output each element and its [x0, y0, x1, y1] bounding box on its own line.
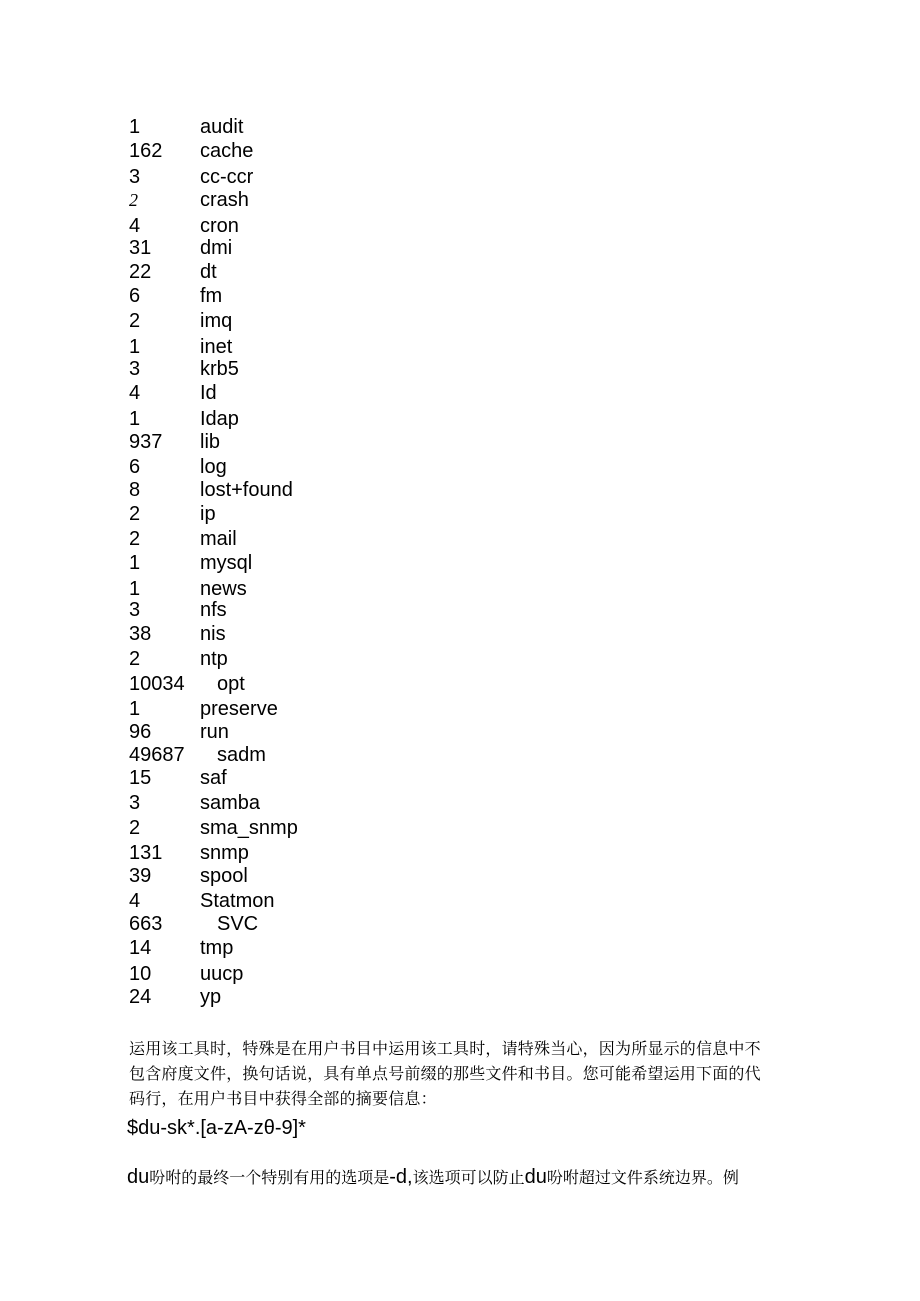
directory-name: Idap [200, 408, 239, 430]
directory-name: krb5 [200, 358, 239, 380]
size-value: 1 [129, 698, 141, 720]
directory-name: dt [200, 261, 217, 283]
size-value: 14 [129, 937, 152, 959]
directory-name: run [200, 721, 229, 743]
paragraph-line: 码行，在用户书目中获得全部的摘要信息： [129, 1089, 437, 1108]
size-value: 49687 [129, 744, 185, 766]
size-value: 2 [129, 503, 141, 525]
paragraph-text: 吩咐超过文件系统边界。例 [546, 1168, 739, 1187]
directory-name: audit [200, 116, 244, 138]
directory-name: opt [217, 673, 245, 695]
size-value: 131 [129, 842, 163, 864]
directory-name: log [200, 456, 227, 478]
size-value: 31 [129, 237, 152, 259]
size-value: 6 [129, 456, 141, 478]
directory-name: snmp [200, 842, 249, 864]
size-value: 8 [129, 479, 141, 501]
size-value: 24 [129, 986, 152, 1008]
directory-name: crash [200, 189, 249, 211]
directory-name: mail [200, 528, 237, 550]
size-value: 3 [129, 792, 141, 814]
directory-name: dmi [200, 237, 233, 259]
directory-name: nfs [200, 599, 227, 621]
directory-name: ip [200, 503, 216, 525]
paragraph-hidden-files-note [129, 1036, 794, 1111]
size-value: 1 [129, 408, 141, 430]
size-value: 3 [129, 599, 141, 621]
directory-name: yp [200, 986, 222, 1008]
size-value: 4 [129, 215, 141, 237]
size-value: 22 [129, 261, 152, 283]
directory-name: cc-ccr [200, 166, 254, 188]
size-value: 663 [129, 913, 163, 935]
directory-name: samba [200, 792, 261, 814]
size-value: 4 [129, 382, 141, 404]
paragraph-text: 吩咐的最终一个特别有用的选项是 [149, 1168, 390, 1187]
directory-name: cache [200, 140, 254, 162]
directory-name: uucp [200, 963, 244, 985]
directory-name: inet [200, 336, 233, 358]
paragraph-line: 运用该工具时，特殊是在用户书目中运用该工具时，请特殊当心，因为所显示的信息中不 [129, 1039, 761, 1058]
size-value: 2 [129, 190, 138, 210]
directory-name: mysql [200, 552, 253, 574]
option-name: -d, [389, 1166, 413, 1188]
paragraph-line: 包含府度文件，换句话说，具有单点号前缀的那些文件和书目。您可能希望运用下面的代 [129, 1064, 761, 1083]
directory-name: Statmon [200, 890, 275, 912]
directory-name: fm [200, 285, 223, 307]
command-line: $du-sk*.[a-zA-zθ-9]* [127, 1117, 306, 1139]
directory-name: sadm [217, 744, 266, 766]
size-value: 1 [129, 552, 141, 574]
size-value: 1 [129, 578, 141, 600]
directory-name: tmp [200, 937, 234, 959]
size-value: 96 [129, 721, 152, 743]
size-value: 38 [129, 623, 152, 645]
size-value: 39 [129, 865, 152, 887]
size-value: 1 [129, 336, 141, 358]
size-value: 10 [129, 963, 152, 985]
size-value: 2 [129, 817, 141, 839]
directory-name: saf [200, 767, 227, 789]
size-value: 937 [129, 431, 163, 453]
directory-name: nis [200, 623, 226, 645]
command-name: du [127, 1166, 150, 1188]
size-value: 3 [129, 358, 141, 380]
directory-name: news [200, 578, 247, 600]
directory-name: preserve [200, 698, 278, 720]
directory-name: imq [200, 310, 233, 332]
command-name: du [524, 1166, 547, 1188]
directory-name: lib [200, 431, 221, 453]
directory-name: Id [200, 382, 217, 404]
directory-name: cron [200, 215, 239, 237]
size-value: 3 [129, 166, 141, 188]
directory-name: sma_snmp [200, 817, 298, 839]
size-value: 4 [129, 890, 141, 912]
directory-name: SVC [217, 913, 259, 935]
size-value: 2 [129, 310, 141, 332]
size-value: 162 [129, 140, 163, 162]
size-value: 15 [129, 767, 152, 789]
size-value: 2 [129, 648, 141, 670]
size-value: 2 [129, 528, 141, 550]
directory-name: spool [200, 865, 248, 887]
paragraph-text: 该选项可以防止 [412, 1168, 525, 1187]
size-value: 10034 [129, 673, 185, 695]
size-value: 1 [129, 116, 141, 138]
size-value: 6 [129, 285, 141, 307]
directory-name: lost+found [200, 479, 293, 501]
directory-name: ntp [200, 648, 228, 670]
paragraph-d-option [127, 1163, 807, 1192]
